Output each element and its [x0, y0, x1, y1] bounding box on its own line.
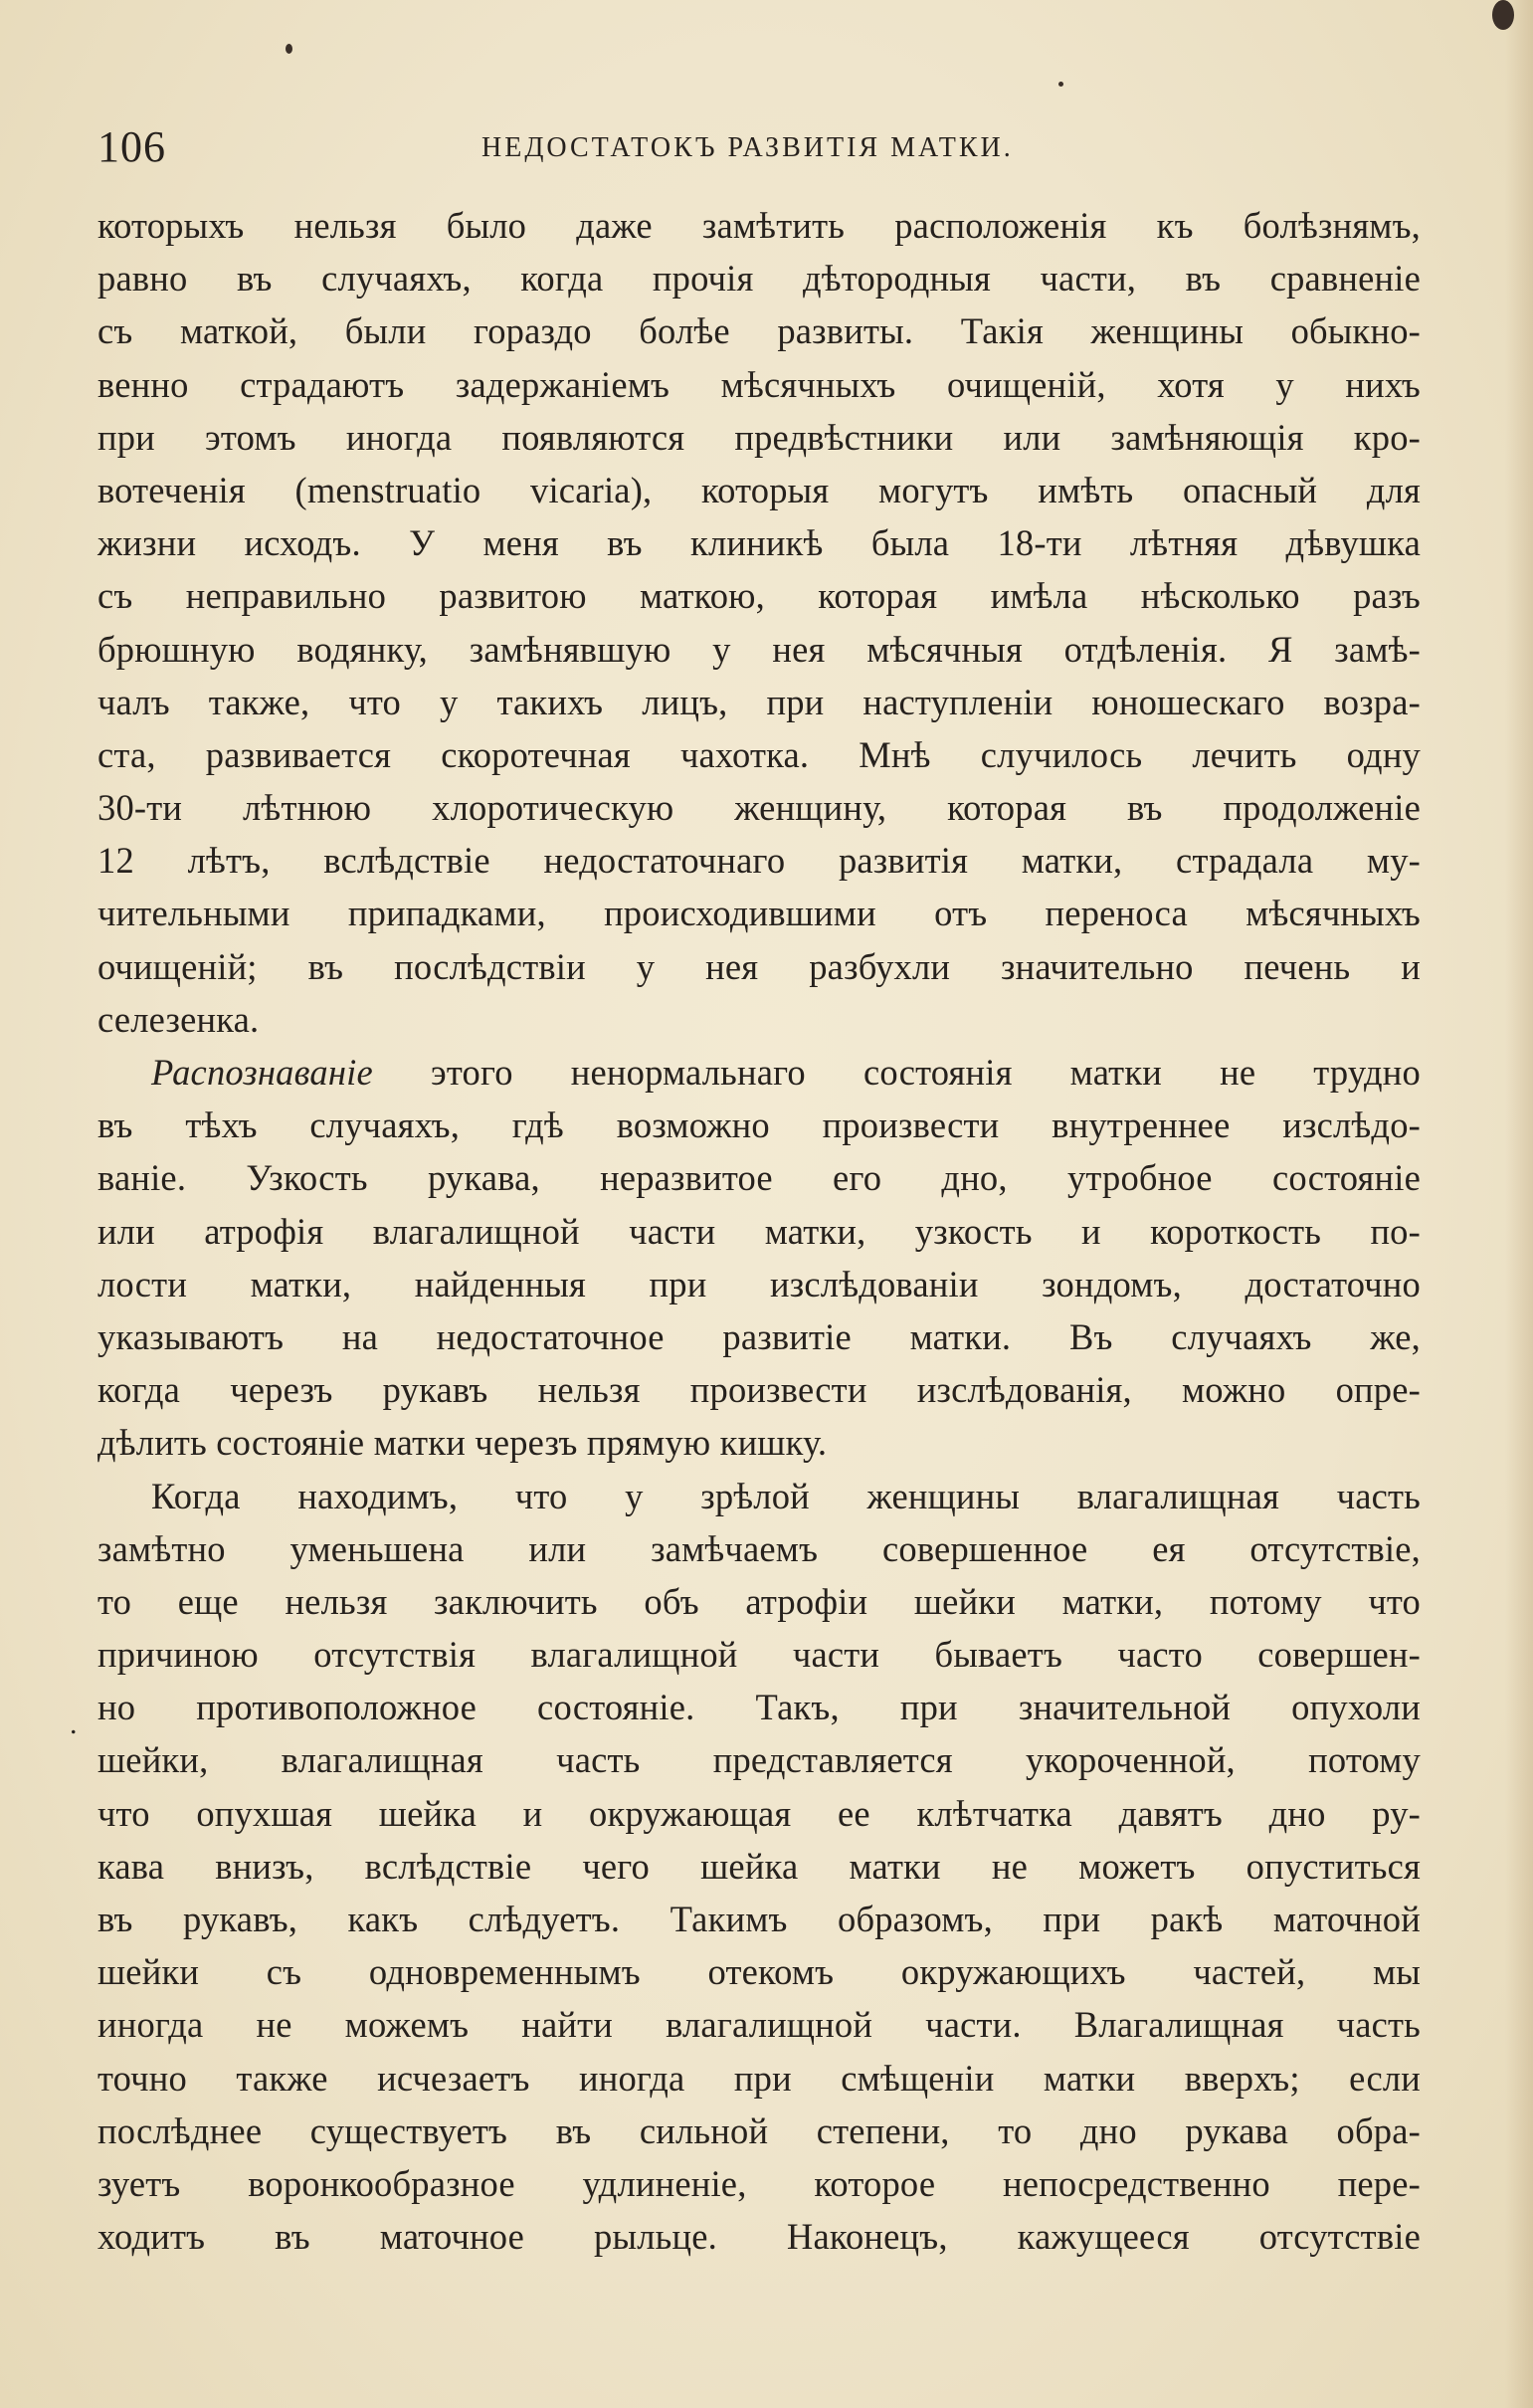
text-line: вотеченія (menstruatio vicaria), которыя могутъ имѣть опасный для: [97, 469, 1421, 510]
page-number: 106: [97, 122, 166, 171]
text-line: селезенка.: [97, 998, 260, 1040]
text-line: кава внизъ, вслѣдствіе чего шейка матки не можетъ опуститься: [97, 1845, 1421, 1887]
ink-speck: [286, 44, 292, 54]
text-line: въ рукавъ, какъ слѣдуетъ. Такимъ образомъ, при ракѣ маточной: [97, 1899, 1421, 1939]
text-line: замѣтно уменьшена или замѣчаемъ совершенное ея отсутствіе,: [97, 1527, 1421, 1569]
text-line: при этомъ иногда появляются предвѣстники или замѣняющія кро-: [97, 416, 1421, 458]
text-line: зуетъ воронкообразное удлиненіе, которое непосредственно пере-: [97, 2162, 1421, 2204]
text-line: что опухшая шейка и окружающая ее клѣтчатка давятъ дно ру-: [97, 1792, 1421, 1834]
text-line: лости матки, найденныя при изслѣдованіи зондомъ, достаточно: [97, 1263, 1421, 1304]
text-line: которыхъ нельзя было даже замѣтить расположенія къ болѣзнямъ,: [97, 205, 1421, 246]
italic-term: Распознаваніе: [151, 1052, 373, 1093]
text-line: жизни исходъ. У меня въ клиникѣ была 18-ти лѣтняя дѣвушка: [97, 522, 1421, 564]
text-line: ста, развивается скоротечная чахотка. Мнѣ случилось лечить одну: [97, 733, 1421, 775]
text-line: причиною отсутствія влагалищной части бываетъ часто совершен-: [97, 1634, 1421, 1676]
text-line: ваніе. Узкость рукава, неразвитое его дно, утробное состояніе: [97, 1157, 1421, 1199]
text-line: очищеній; въ послѣдствіи у нея разбухли значительно печень и: [97, 945, 1421, 987]
text-line: точно также исчезаетъ иногда при смѣщеніи матки вверхъ; если: [97, 2057, 1421, 2099]
ink-speck: [1492, 0, 1514, 30]
text-line-rest: этого ненормальнаго состоянія матки не трудно: [430, 1052, 1421, 1093]
text-line: дѣлить состояніе матки черезъ прямую кишку.: [97, 1422, 828, 1464]
page-edge-shadow: [1505, 0, 1533, 2408]
margin-mark: .: [70, 1707, 78, 1740]
text-line: шейки съ одновременнымъ отекомъ окружающихъ частей, мы: [97, 1951, 1421, 1993]
page-header: [97, 117, 1421, 177]
text-line: иногда не можемъ найти влагалищной части. Влагалищная часть: [97, 2004, 1421, 2046]
text-line: съ маткой, были гораздо болѣе развиты. Такія женщины обыкно-: [97, 310, 1421, 352]
text-line: ходитъ въ маточное рыльце. Наконецъ, кажущееся отсутствіе: [97, 2216, 1421, 2258]
text-line: то еще нельзя заключить объ атрофіи шейки матки, потому что: [97, 1580, 1421, 1622]
text-line: но противоположное состояніе. Такъ, при значительной опухоли: [97, 1687, 1421, 1728]
body-text: [97, 199, 1421, 2263]
text-line: въ тѣхъ случаяхъ, гдѣ возможно произвести внутреннее изслѣдо-: [97, 1104, 1421, 1146]
ink-speck: [1058, 82, 1063, 87]
text-line: шейки, влагалищная часть представляется укороченной, потому: [97, 1739, 1421, 1781]
text-line: равно въ случаяхъ, когда прочія дѣтородныя части, въ сравненіе: [97, 258, 1421, 300]
paragraph-start-line: Когда находимъ, что у зрѣлой женщины влагалищная часть: [151, 1475, 1421, 1516]
text-line: указываютъ на недостаточное развитіе матки. Въ случаяхъ же,: [97, 1315, 1421, 1357]
text-line: съ неправильно развитою маткою, которая имѣла нѣсколько разъ: [97, 575, 1421, 617]
text-line: чалъ также, что у такихъ лицъ, при наступленіи юношескаго возра-: [97, 681, 1421, 722]
text-line: послѣднее существуетъ въ сильной степени, то дно рукава обра-: [97, 2109, 1421, 2151]
text-line: когда черезъ рукавъ нельзя произвести изслѣдованія, можно опре-: [97, 1369, 1421, 1411]
text-line: чительными припадками, происходившими отъ переноса мѣсячныхъ: [97, 893, 1421, 934]
text-line: или атрофія влагалищной части матки, узкость и короткость по-: [97, 1210, 1421, 1252]
text-line: 30-ти лѣтнюю хлоротическую женщину, которая въ продолженіе: [97, 787, 1421, 829]
running-title: НЕДОСТАТОКЪ РАЗВИТІЯ МАТКИ.: [481, 132, 1014, 163]
text-line: венно страдаютъ задержаніемъ мѣсячныхъ очищеній, хотя у нихъ: [97, 363, 1421, 405]
text-line: брюшную водянку, замѣнявшую у нея мѣсячныя отдѣленія. Я замѣ-: [97, 628, 1421, 670]
text-line: 12 лѣтъ, вслѣдствіе недостаточнаго развитія матки, страдала му-: [97, 840, 1421, 882]
paragraph-start-line: [97, 1046, 1421, 1099]
